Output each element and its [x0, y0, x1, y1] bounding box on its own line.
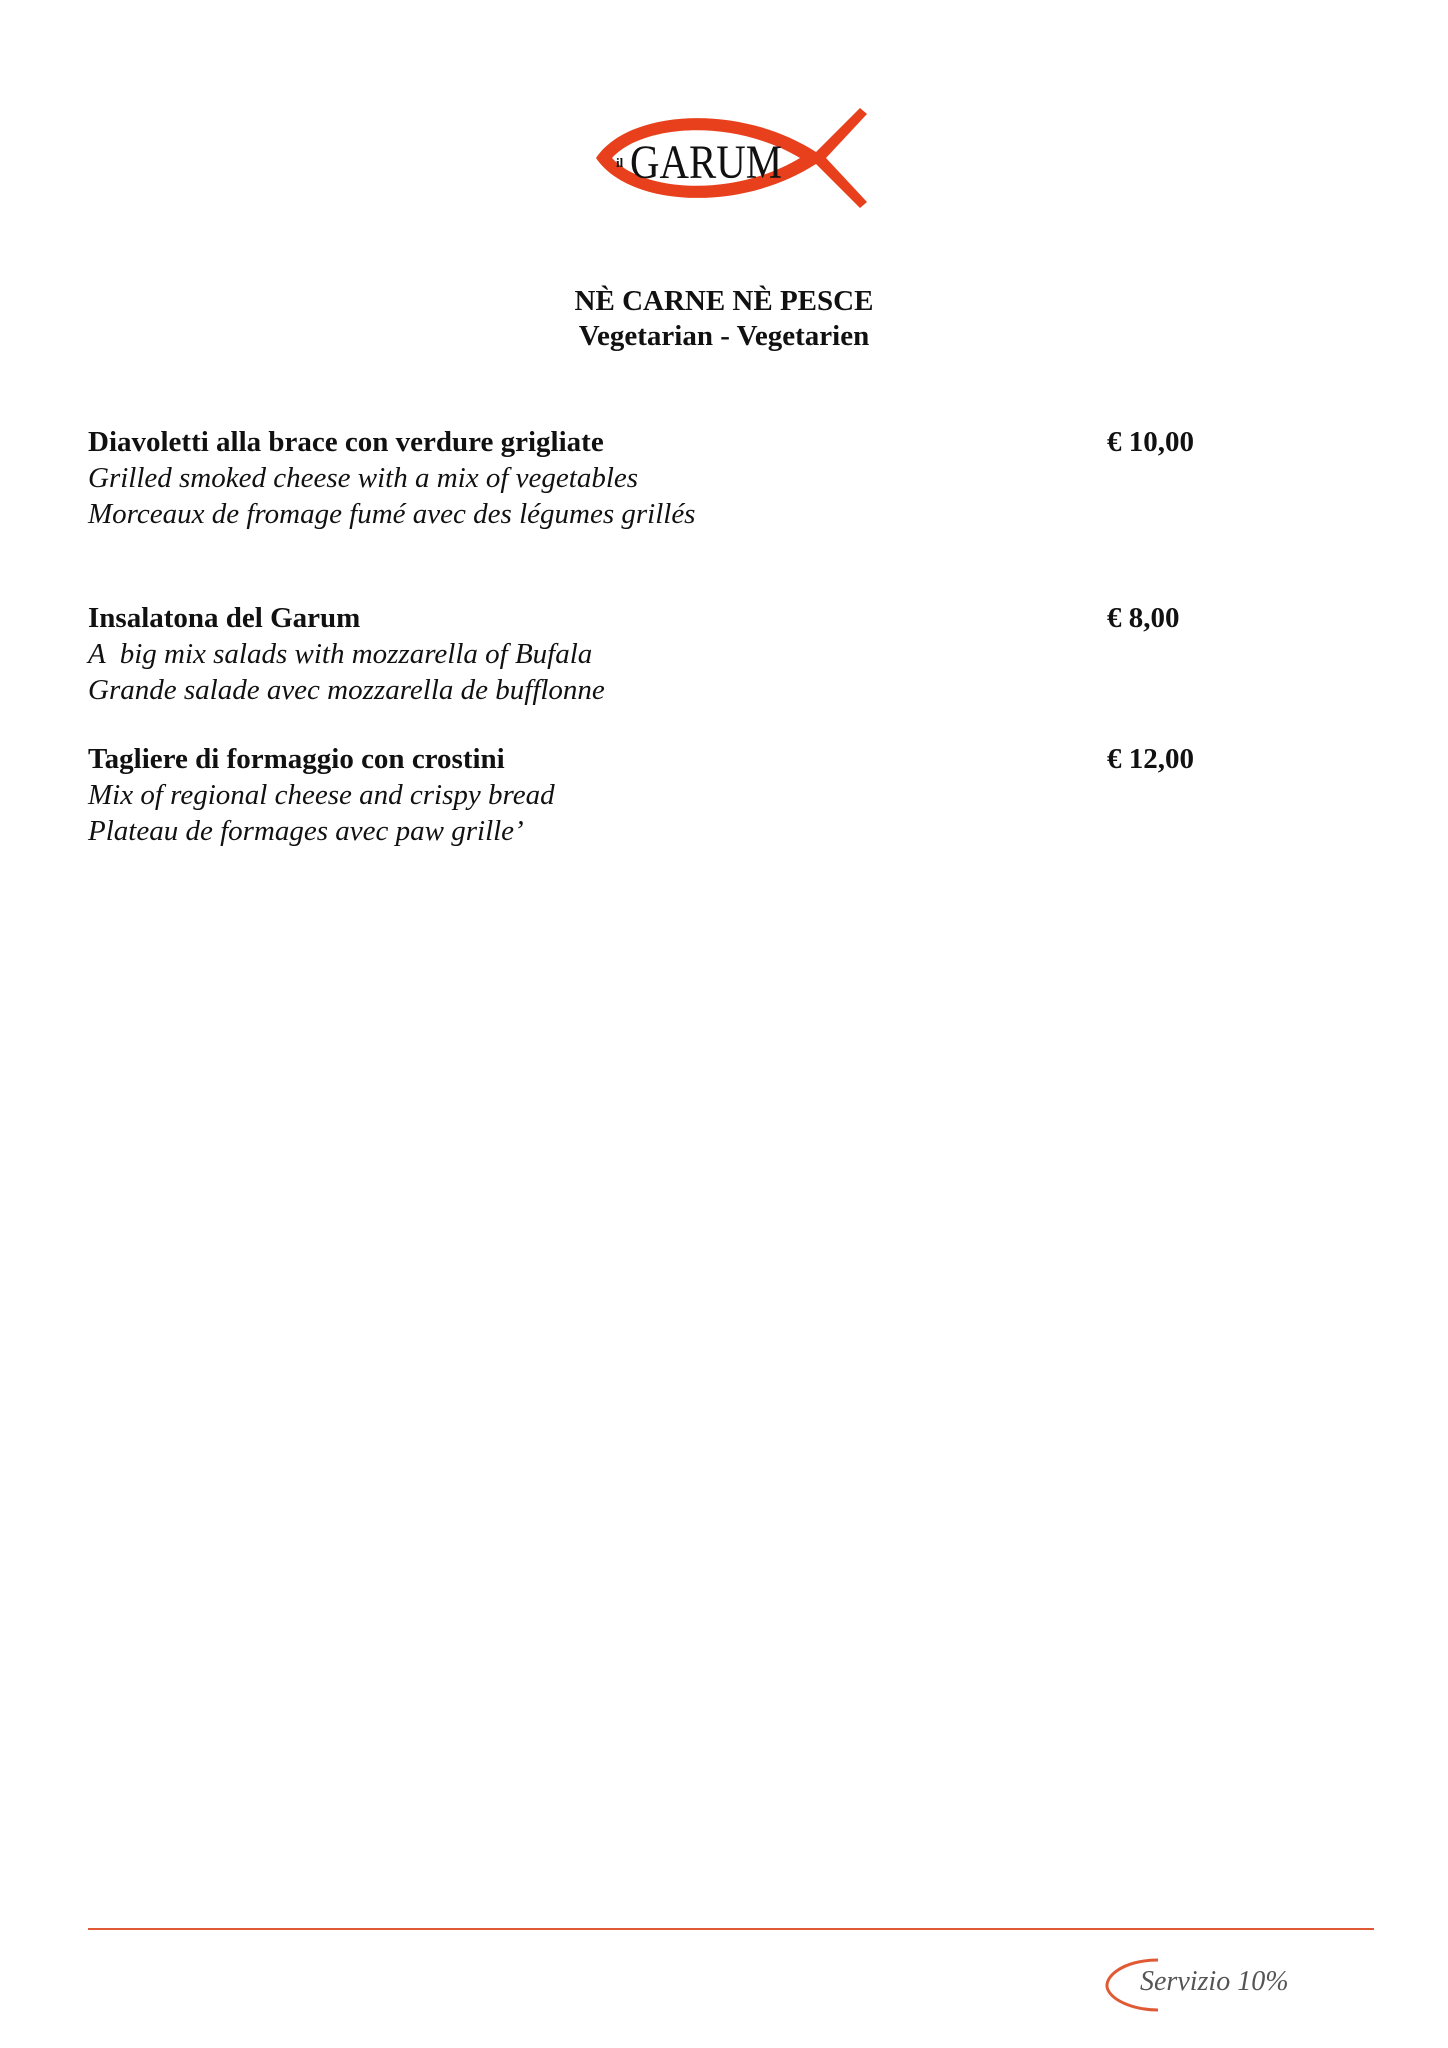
- item-name: Diavoletti alla brace con verdure grigliate: [88, 426, 604, 458]
- item-price: € 10,00: [1107, 426, 1194, 458]
- item-name: Tagliere di formaggio con crostini: [88, 743, 505, 775]
- service-charge-text: Servizio 10%: [1140, 1966, 1289, 1997]
- menu-item: [88, 424, 1208, 532]
- item-description-en: Grilled smoked cheese with a mix of vegetables: [88, 462, 639, 494]
- item-description-fr: Grande salade avec mozzarella de bufflonne: [88, 674, 605, 706]
- item-name: Insalatona del Garum: [88, 602, 361, 634]
- footer-divider: [88, 1928, 1374, 1930]
- section-title: NÈ CARNE NÈ PESCE: [574, 285, 874, 317]
- logo-text-small: il: [616, 155, 624, 170]
- menu-item: [88, 600, 1208, 708]
- item-description-en: Mix of regional cheese and crispy bread: [88, 779, 555, 811]
- section-subtitle: Vegetarian - Vegetarien: [578, 320, 870, 352]
- service-charge: [1100, 1956, 1320, 2016]
- logo-text-main: GARUM: [630, 136, 782, 189]
- fish-logo-icon: [588, 100, 872, 216]
- restaurant-logo: [588, 100, 872, 216]
- item-description-en: A big mix salads with mozzarella of Bufala: [88, 638, 593, 670]
- menu-item: [88, 741, 1208, 849]
- item-description-fr: Morceaux de fromage fumé avec des légumes grillés: [88, 498, 696, 530]
- item-price: € 8,00: [1107, 602, 1180, 634]
- item-description-fr: Plateau de formages avec paw grille’: [88, 815, 524, 847]
- section-heading: [0, 284, 1448, 354]
- item-price: € 12,00: [1107, 743, 1194, 775]
